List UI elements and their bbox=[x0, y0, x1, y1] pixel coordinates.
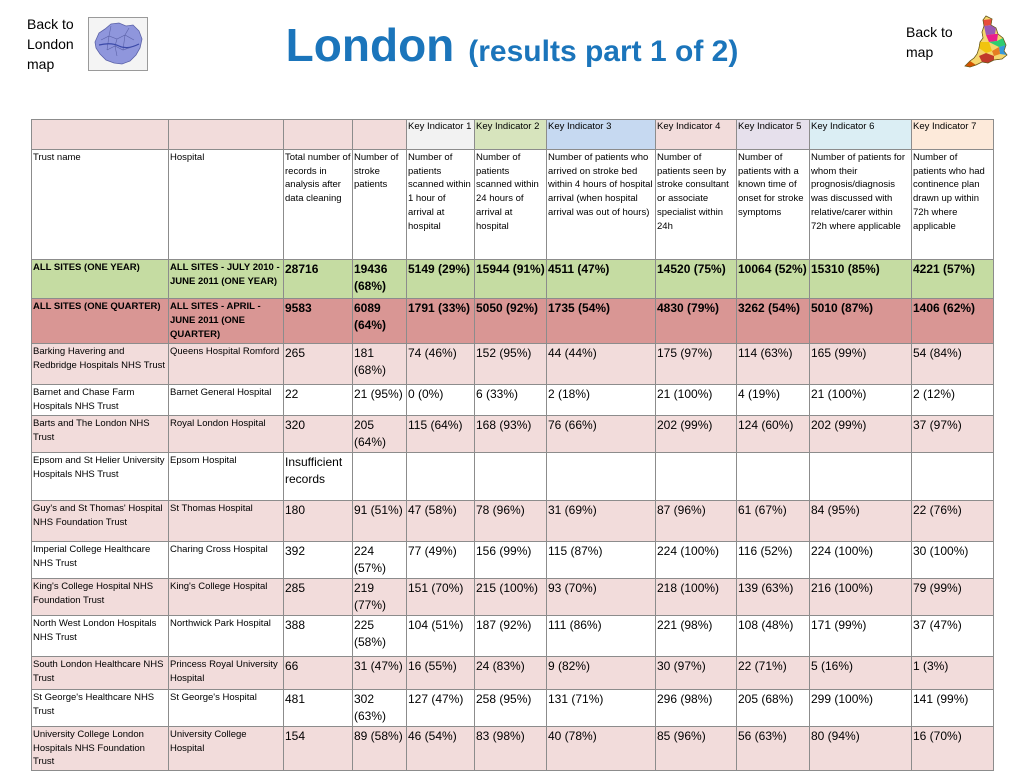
key-indicator-cell-ki4: Key Indicator 4 bbox=[656, 120, 737, 150]
england-regions-map-thumbnail[interactable] bbox=[962, 14, 1010, 70]
cell-ki6: 84 (95%) bbox=[810, 501, 912, 542]
cell-ki1: 115 (64%) bbox=[407, 416, 475, 453]
back-to-london-map-label: Back to London map bbox=[27, 16, 74, 72]
header-ki3: Number of patients who arrived on stroke bed within 4 hours of hospital arrival (when hospital arrival was out of hours) bbox=[547, 150, 656, 260]
cell-ki5: 139 (63%) bbox=[737, 579, 810, 616]
cell-ki5: 22 (71%) bbox=[737, 657, 810, 690]
header-ki4: Number of patients seen by stroke consultant or associate specialist within 24h bbox=[656, 150, 737, 260]
cell-trust-name: Epsom and St Helier University Hospitals NHS Trust bbox=[32, 453, 169, 501]
cell-ki2: 152 (95%) bbox=[475, 344, 547, 385]
cell-ki6: 80 (94%) bbox=[810, 727, 912, 771]
summary-cell-ki6: 5010 (87%) bbox=[810, 299, 912, 344]
cell-ki3: 9 (82%) bbox=[547, 657, 656, 690]
cell-ki4: 202 (99%) bbox=[656, 416, 737, 453]
header-ki2: Number of patients scanned within 24 hours of arrival at hospital bbox=[475, 150, 547, 260]
cell-ki2: 156 (99%) bbox=[475, 542, 547, 579]
cell-trust-name: King's College Hospital NHS Foundation Trust bbox=[32, 579, 169, 616]
cell-ki2: 168 (93%) bbox=[475, 416, 547, 453]
cell-ki6 bbox=[810, 453, 912, 501]
cell-hospital: King's College Hospital bbox=[169, 579, 284, 616]
cell-hospital: Charing Cross Hospital bbox=[169, 542, 284, 579]
cell-ki3: 115 (87%) bbox=[547, 542, 656, 579]
cell-hospital: Epsom Hospital bbox=[169, 453, 284, 501]
cell-ki1: 46 (54%) bbox=[407, 727, 475, 771]
cell-ki5: 4 (19%) bbox=[737, 385, 810, 416]
cell-total-records: 320 bbox=[284, 416, 353, 453]
cell-ki4: 30 (97%) bbox=[656, 657, 737, 690]
cell-ki3: 131 (71%) bbox=[547, 690, 656, 727]
results-table bbox=[31, 119, 994, 771]
cell-ki2: 78 (96%) bbox=[475, 501, 547, 542]
cell-ki1: 77 (49%) bbox=[407, 542, 475, 579]
all-sites-one-year-row bbox=[32, 260, 994, 299]
header-total-records: Total number of records in analysis after data cleaning bbox=[284, 150, 353, 260]
cell-ki1: 127 (47%) bbox=[407, 690, 475, 727]
cell-hospital: Princess Royal University Hospital bbox=[169, 657, 284, 690]
cell-ki4: 87 (96%) bbox=[656, 501, 737, 542]
header-ki7: Number of patients who had continence plan drawn up within 72h where applicable bbox=[912, 150, 994, 260]
cell-trust-name: Barking Havering and Redbridge Hospitals NHS Trust bbox=[32, 344, 169, 385]
all-sites-one-quarter-row bbox=[32, 299, 994, 344]
cell-stroke-patients: 205 (64%) bbox=[353, 416, 407, 453]
cell-total-records: 265 bbox=[284, 344, 353, 385]
cell-ki2: 258 (95%) bbox=[475, 690, 547, 727]
key-indicator-cell-ki7: Key Indicator 7 bbox=[912, 120, 994, 150]
summary-cell-ki7: 4221 (57%) bbox=[912, 260, 994, 299]
cell-trust-name: Imperial College Healthcare NHS Trust bbox=[32, 542, 169, 579]
summary-cell-ki2: 5050 (92%) bbox=[475, 299, 547, 344]
cell-ki7: 37 (97%) bbox=[912, 416, 994, 453]
cell-ki3: 93 (70%) bbox=[547, 579, 656, 616]
cell-stroke-patients: 21 (95%) bbox=[353, 385, 407, 416]
cell-ki7: 1 (3%) bbox=[912, 657, 994, 690]
england-regions-map-icon bbox=[962, 14, 1010, 70]
cell-stroke-patients: 31 (47%) bbox=[353, 657, 407, 690]
summary-cell-ki5: 3262 (54%) bbox=[737, 299, 810, 344]
cell-total-records: 285 bbox=[284, 579, 353, 616]
cell-ki4: 221 (98%) bbox=[656, 616, 737, 657]
cell-ki1: 151 (70%) bbox=[407, 579, 475, 616]
cell-stroke-patients: 225 (58%) bbox=[353, 616, 407, 657]
cell-ki3: 40 (78%) bbox=[547, 727, 656, 771]
table-row bbox=[32, 501, 994, 542]
cell-hospital: Royal London Hospital bbox=[169, 416, 284, 453]
cell-total-records: 392 bbox=[284, 542, 353, 579]
cell-hospital: Queens Hospital Romford bbox=[169, 344, 284, 385]
cell-ki2 bbox=[475, 453, 547, 501]
cell-hospital: St Thomas Hospital bbox=[169, 501, 284, 542]
cell-ki7: 141 (99%) bbox=[912, 690, 994, 727]
cell-total-records: 66 bbox=[284, 657, 353, 690]
summary-cell-trust-name: ALL SITES (ONE QUARTER) bbox=[32, 299, 169, 344]
table-row bbox=[32, 727, 994, 771]
key-indicator-cell-trust-name bbox=[32, 120, 169, 150]
cell-ki4: 296 (98%) bbox=[656, 690, 737, 727]
table-row bbox=[32, 416, 994, 453]
key-indicator-cell-hospital bbox=[169, 120, 284, 150]
summary-cell-ki2: 15944 (91%) bbox=[475, 260, 547, 299]
cell-total-records: 154 bbox=[284, 727, 353, 771]
cell-ki7: 22 (76%) bbox=[912, 501, 994, 542]
cell-ki2: 215 (100%) bbox=[475, 579, 547, 616]
header-ki1: Number of patients scanned within 1 hour of arrival at hospital bbox=[407, 150, 475, 260]
cell-stroke-patients: 181 (68%) bbox=[353, 344, 407, 385]
cell-ki4: 224 (100%) bbox=[656, 542, 737, 579]
key-indicator-row bbox=[32, 120, 994, 150]
cell-ki5: 108 (48%) bbox=[737, 616, 810, 657]
cell-ki5 bbox=[737, 453, 810, 501]
cell-hospital: St George's Hospital bbox=[169, 690, 284, 727]
cell-total-records: Insufficient records bbox=[284, 453, 353, 501]
header-trust-name: Trust name bbox=[32, 150, 169, 260]
cell-stroke-patients: 91 (51%) bbox=[353, 501, 407, 542]
cell-ki2: 83 (98%) bbox=[475, 727, 547, 771]
cell-ki1: 104 (51%) bbox=[407, 616, 475, 657]
key-indicator-cell-ki6: Key Indicator 6 bbox=[810, 120, 912, 150]
cell-ki7: 79 (99%) bbox=[912, 579, 994, 616]
cell-ki7: 54 (84%) bbox=[912, 344, 994, 385]
cell-hospital: Barnet General Hospital bbox=[169, 385, 284, 416]
summary-cell-ki1: 1791 (33%) bbox=[407, 299, 475, 344]
cell-ki6: 165 (99%) bbox=[810, 344, 912, 385]
cell-stroke-patients: 302 (63%) bbox=[353, 690, 407, 727]
table-row bbox=[32, 616, 994, 657]
summary-cell-ki3: 4511 (47%) bbox=[547, 260, 656, 299]
cell-ki4: 218 (100%) bbox=[656, 579, 737, 616]
table-row bbox=[32, 579, 994, 616]
page-title bbox=[0, 18, 1024, 72]
cell-ki7: 2 (12%) bbox=[912, 385, 994, 416]
key-indicator-cell-ki3: Key Indicator 3 bbox=[547, 120, 656, 150]
cell-ki2: 6 (33%) bbox=[475, 385, 547, 416]
summary-cell-stroke-patients: 6089 (64%) bbox=[353, 299, 407, 344]
table-row bbox=[32, 344, 994, 385]
cell-ki4: 175 (97%) bbox=[656, 344, 737, 385]
summary-cell-ki4: 14520 (75%) bbox=[656, 260, 737, 299]
cell-trust-name: Guy's and St Thomas' Hospital NHS Foundation Trust bbox=[32, 501, 169, 542]
cell-ki7: 30 (100%) bbox=[912, 542, 994, 579]
cell-ki5: 116 (52%) bbox=[737, 542, 810, 579]
cell-trust-name: Barts and The London NHS Trust bbox=[32, 416, 169, 453]
cell-total-records: 481 bbox=[284, 690, 353, 727]
cell-trust-name: South London Healthcare NHS Trust bbox=[32, 657, 169, 690]
summary-cell-hospital: ALL SITES - APRIL - JUNE 2011 (ONE QUARTER) bbox=[169, 299, 284, 344]
summary-cell-ki4: 4830 (79%) bbox=[656, 299, 737, 344]
header-ki5: Number of patients with a known time of onset for stroke symptoms bbox=[737, 150, 810, 260]
cell-ki2: 24 (83%) bbox=[475, 657, 547, 690]
cell-ki3: 2 (18%) bbox=[547, 385, 656, 416]
back-to-map-label: Back to map bbox=[906, 24, 953, 60]
cell-hospital: Northwick Park Hospital bbox=[169, 616, 284, 657]
cell-ki3 bbox=[547, 453, 656, 501]
key-indicator-cell-ki5: Key Indicator 5 bbox=[737, 120, 810, 150]
table-row bbox=[32, 385, 994, 416]
cell-ki5: 205 (68%) bbox=[737, 690, 810, 727]
cell-ki6: 171 (99%) bbox=[810, 616, 912, 657]
cell-total-records: 22 bbox=[284, 385, 353, 416]
cell-total-records: 388 bbox=[284, 616, 353, 657]
summary-cell-hospital: ALL SITES - JULY 2010 - JUNE 2011 (ONE YEAR) bbox=[169, 260, 284, 299]
summary-cell-trust-name: ALL SITES (ONE YEAR) bbox=[32, 260, 169, 299]
header-ki6: Number of patients for whom their prognosis/diagnosis was discussed with relative/carer within 72h where applicable bbox=[810, 150, 912, 260]
cell-trust-name: Barnet and Chase Farm Hospitals NHS Trust bbox=[32, 385, 169, 416]
cell-ki1: 0 (0%) bbox=[407, 385, 475, 416]
cell-total-records: 180 bbox=[284, 501, 353, 542]
summary-cell-ki1: 5149 (29%) bbox=[407, 260, 475, 299]
summary-cell-stroke-patients: 19436 (68%) bbox=[353, 260, 407, 299]
cell-ki4: 21 (100%) bbox=[656, 385, 737, 416]
cell-ki6: 5 (16%) bbox=[810, 657, 912, 690]
cell-ki7: 16 (70%) bbox=[912, 727, 994, 771]
cell-stroke-patients: 89 (58%) bbox=[353, 727, 407, 771]
cell-ki4 bbox=[656, 453, 737, 501]
cell-stroke-patients: 224 (57%) bbox=[353, 542, 407, 579]
key-indicator-cell-ki1: Key Indicator 1 bbox=[407, 120, 475, 150]
cell-ki5: 56 (63%) bbox=[737, 727, 810, 771]
cell-hospital: University College Hospital bbox=[169, 727, 284, 771]
page-title-main: London bbox=[285, 19, 455, 71]
cell-ki4: 85 (96%) bbox=[656, 727, 737, 771]
cell-ki7 bbox=[912, 453, 994, 501]
cell-ki7: 37 (47%) bbox=[912, 616, 994, 657]
table-row bbox=[32, 690, 994, 727]
cell-ki1: 74 (46%) bbox=[407, 344, 475, 385]
cell-ki2: 187 (92%) bbox=[475, 616, 547, 657]
summary-cell-ki7: 1406 (62%) bbox=[912, 299, 994, 344]
cell-stroke-patients: 219 (77%) bbox=[353, 579, 407, 616]
cell-trust-name: North West London Hospitals NHS Trust bbox=[32, 616, 169, 657]
key-indicator-cell-stroke-patients bbox=[353, 120, 407, 150]
summary-cell-ki5: 10064 (52%) bbox=[737, 260, 810, 299]
summary-cell-total-records: 9583 bbox=[284, 299, 353, 344]
cell-ki1: 47 (58%) bbox=[407, 501, 475, 542]
cell-ki5: 61 (67%) bbox=[737, 501, 810, 542]
cell-ki6: 202 (99%) bbox=[810, 416, 912, 453]
column-header-row bbox=[32, 150, 994, 260]
cell-ki6: 299 (100%) bbox=[810, 690, 912, 727]
header-stroke-patients: Number of stroke patients bbox=[353, 150, 407, 260]
cell-ki3: 111 (86%) bbox=[547, 616, 656, 657]
cell-ki6: 224 (100%) bbox=[810, 542, 912, 579]
key-indicator-cell-ki2: Key Indicator 2 bbox=[475, 120, 547, 150]
cell-ki5: 114 (63%) bbox=[737, 344, 810, 385]
header-hospital: Hospital bbox=[169, 150, 284, 260]
cell-trust-name: University College London Hospitals NHS Foundation Trust bbox=[32, 727, 169, 771]
cell-ki3: 44 (44%) bbox=[547, 344, 656, 385]
cell-ki1 bbox=[407, 453, 475, 501]
cell-ki1: 16 (55%) bbox=[407, 657, 475, 690]
cell-ki6: 216 (100%) bbox=[810, 579, 912, 616]
key-indicator-cell-total-records bbox=[284, 120, 353, 150]
cell-ki3: 76 (66%) bbox=[547, 416, 656, 453]
cell-ki6: 21 (100%) bbox=[810, 385, 912, 416]
summary-cell-ki6: 15310 (85%) bbox=[810, 260, 912, 299]
table-row bbox=[32, 453, 994, 501]
cell-trust-name: St George's Healthcare NHS Trust bbox=[32, 690, 169, 727]
cell-ki5: 124 (60%) bbox=[737, 416, 810, 453]
cell-stroke-patients bbox=[353, 453, 407, 501]
back-to-map-link[interactable] bbox=[906, 22, 953, 62]
table-row bbox=[32, 657, 994, 690]
page-title-sub: (results part 1 of 2) bbox=[468, 35, 739, 68]
table-row bbox=[32, 542, 994, 579]
summary-cell-ki3: 1735 (54%) bbox=[547, 299, 656, 344]
summary-cell-total-records: 28716 bbox=[284, 260, 353, 299]
cell-ki3: 31 (69%) bbox=[547, 501, 656, 542]
